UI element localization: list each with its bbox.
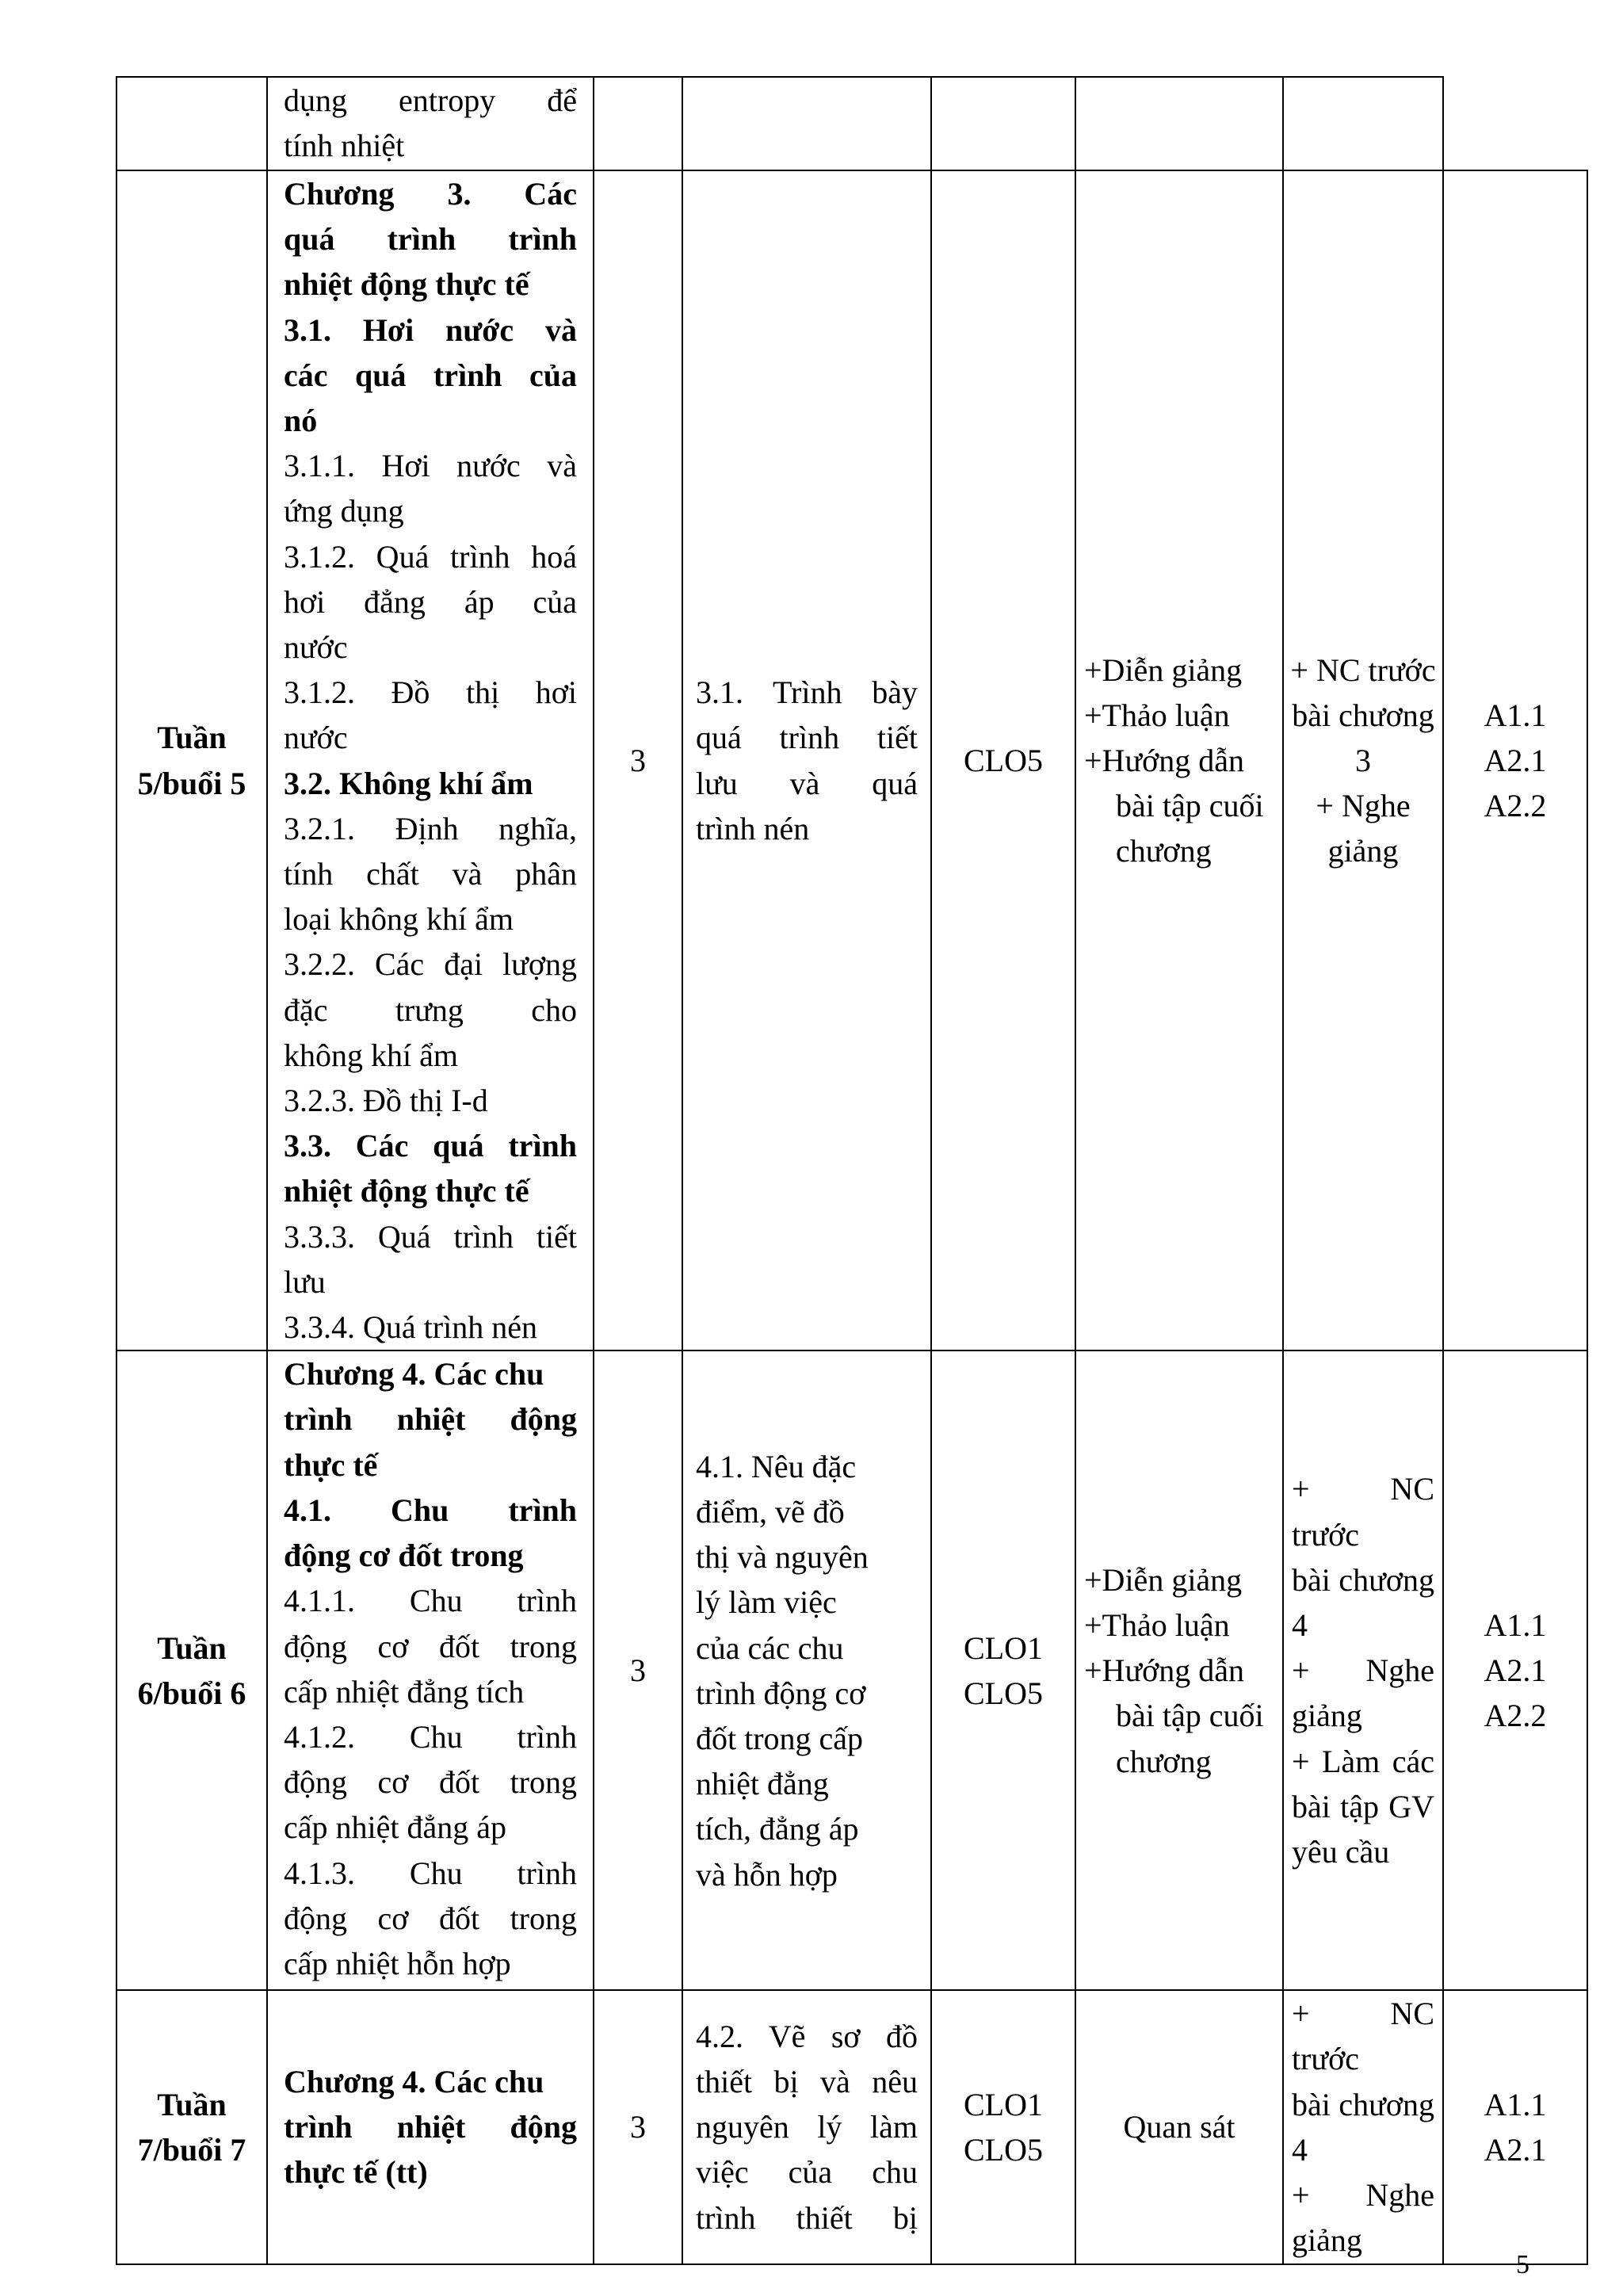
methods-cell — [1075, 1350, 1283, 1990]
week-label: Tuần — [157, 2086, 227, 2122]
preparation-item: bài chương — [1292, 697, 1434, 733]
content-line: loại không khí ẩm — [284, 901, 514, 938]
table-row — [116, 77, 1587, 170]
methods-cell — [1075, 170, 1283, 1350]
content-line: 3.1.2. Quá trình hoá — [284, 538, 577, 575]
objective-line: của các chu — [696, 1629, 844, 1666]
objective-line: điểm, vẽ đồ — [696, 1493, 845, 1530]
content-cell — [267, 77, 594, 170]
method-item: +Hướng dẫn — [1084, 743, 1245, 779]
preparation-item: giảng — [1292, 2222, 1362, 2259]
content-line: 3.1.1. Hơi nước và — [284, 448, 577, 484]
assessment-cell — [1443, 1350, 1587, 1990]
content-line: 3.2.1. Định nghĩa, — [284, 810, 577, 846]
preparation-cell — [1283, 1990, 1443, 2264]
chapter-heading: thực tế (tt) — [284, 2154, 428, 2191]
preparation-cell — [1283, 1350, 1443, 1990]
preparation-item: bài tập GV — [1292, 1788, 1434, 1824]
clo-cell — [931, 77, 1075, 170]
content-line: cấp nhiệt đẳng áp — [284, 1809, 506, 1846]
objectives-cell — [682, 1350, 931, 1990]
method-item: +Hướng dẫn — [1084, 1652, 1245, 1689]
chapter-heading: trình nhiệt động — [284, 2109, 577, 2145]
method-item: +Diễn giảng — [1084, 1561, 1243, 1598]
week-cell — [116, 170, 267, 1350]
method-item: +Thảo luận — [1084, 1606, 1230, 1643]
method-item: +Diễn giảng — [1084, 651, 1243, 688]
chapter-heading: thực tế — [284, 1446, 378, 1483]
assessment-cell — [1443, 170, 1587, 1350]
table-row — [116, 1990, 1587, 2264]
content-cell — [267, 1990, 594, 2264]
chapter-heading: Chương 4. Các chu — [284, 2064, 544, 2100]
table-row — [116, 1350, 1587, 1990]
content-line: 3.2.3. Đồ thị I-d — [284, 1083, 488, 1119]
chapter-heading: nhiệt động thực tế — [284, 266, 529, 303]
preparation-cell — [1283, 170, 1443, 1350]
content-line: 4.1.2. Chu trình — [284, 1718, 577, 1755]
content-line: nước — [284, 720, 348, 756]
objective-line: trình động cơ — [696, 1675, 866, 1711]
objective-line: việc của chu — [696, 2154, 918, 2191]
preparation-item: + Nghe — [1292, 2177, 1434, 2214]
preparation-item: + Nghe — [1316, 788, 1411, 824]
clo-code: CLO5 — [964, 1675, 1043, 1711]
hours-cell: 3 — [594, 1990, 682, 2264]
objective-line: lưu và quá — [696, 765, 918, 801]
content-line: cấp nhiệt hỗn hợp — [284, 1945, 511, 1981]
section-heading: 3.1. Hơi nước và — [284, 311, 577, 348]
objective-line: quá trình tiết — [696, 720, 918, 756]
clo-cell — [931, 1990, 1075, 2264]
content-line: 3.3.3. Quá trình tiết — [284, 1218, 577, 1255]
method-item: bài tập cuối — [1116, 788, 1264, 824]
content-cell — [267, 170, 594, 1350]
page-number: 5 — [1516, 2250, 1529, 2279]
objectives-cell — [682, 170, 931, 1350]
content-line: động cơ đốt trong — [284, 1628, 577, 1664]
content-line: 3.1.2. Đồ thị hơi — [284, 674, 577, 711]
section-heading: nó — [284, 403, 318, 439]
section-heading: các quá trình của — [284, 357, 577, 393]
hours-cell: 3 — [594, 1350, 682, 1990]
content-line: tính nhiệt — [284, 128, 405, 164]
objective-line: 4.2. Vẽ sơ đồ — [696, 2018, 918, 2054]
objective-line: và hỗn hợp — [696, 1856, 838, 1893]
content-cell — [267, 1350, 594, 1990]
content-line: 4.1.3. Chu trình — [284, 1855, 577, 1891]
content-line: dụng entropy để — [284, 82, 577, 118]
objective-line: nguyên lý làm — [696, 2109, 918, 2145]
clo-cell — [931, 170, 1075, 1350]
clo-code: CLO1 — [964, 2086, 1043, 2122]
assessment-code: A1.1 — [1484, 2086, 1547, 2122]
content-line: lưu — [284, 1263, 326, 1300]
chapter-heading: Chương 4. Các chu — [284, 1356, 544, 1392]
assessment-code: A2.1 — [1484, 1652, 1547, 1689]
hours-cell: 3 — [594, 170, 682, 1350]
clo-code: CLO5 — [964, 2131, 1043, 2168]
week-label: Tuần — [157, 1629, 227, 1666]
methods-cell — [1075, 77, 1283, 170]
chapter-heading: Chương 3. Các — [284, 176, 577, 212]
assessment-code: A2.1 — [1484, 743, 1547, 779]
assessment-code: A1.1 — [1484, 697, 1547, 733]
preparation-item: 3 — [1355, 743, 1371, 779]
method-item: chương — [1116, 1743, 1212, 1779]
preparation-item: bài chương — [1292, 2086, 1434, 2122]
week-label: Tuần — [157, 720, 227, 756]
section-heading: 3.3. Các quá trình — [284, 1128, 577, 1164]
method-item: Quan sát — [1123, 2109, 1235, 2145]
content-line: đặc trưng cho — [284, 991, 577, 1028]
methods-cell — [1075, 1990, 1283, 2264]
section-heading: 3.2. Không khí ẩm — [284, 765, 533, 801]
method-item: chương — [1116, 833, 1212, 869]
content-line: động cơ đốt trong — [284, 1900, 577, 1936]
week-session: 6/buổi 6 — [137, 1675, 246, 1711]
preparation-item: + Nghe — [1292, 1652, 1434, 1689]
preparation-item: yêu cầu — [1292, 1833, 1390, 1870]
preparation-item: + NC trước — [1290, 651, 1436, 688]
objective-line: đốt trong cấp — [696, 1720, 864, 1756]
content-line: động cơ đốt trong — [284, 1764, 577, 1801]
week-cell — [116, 1990, 267, 2264]
content-line: tính chất và phân — [284, 856, 577, 892]
table-row — [116, 170, 1587, 1350]
objective-line: trình thiết bị — [696, 2199, 918, 2236]
preparation-item: giảng — [1292, 1698, 1362, 1734]
content-line: ứng dụng — [284, 493, 404, 529]
content-line: nước — [284, 629, 348, 666]
objective-line: 4.1. Nêu đặc — [696, 1448, 857, 1484]
objective-line: lý làm việc — [696, 1584, 837, 1621]
assessment-code: A2.2 — [1484, 788, 1547, 824]
objective-line: tích, đẳng áp — [696, 1811, 859, 1847]
week-cell — [116, 1350, 267, 1990]
assessment-code: A2.2 — [1484, 1698, 1547, 1734]
syllabus-table — [116, 76, 1588, 2265]
preparation-item: 4 — [1292, 1606, 1308, 1643]
content-line: 4.1.1. Chu trình — [284, 1583, 577, 1619]
objectives-cell — [682, 77, 931, 170]
section-heading: động cơ đốt trong — [284, 1538, 524, 1574]
week-cell — [116, 77, 267, 170]
clo-code: CLO1 — [964, 1629, 1043, 1666]
chapter-heading: quá trình trình — [284, 221, 577, 258]
objective-line: nhiệt đẳng — [696, 1766, 829, 1802]
preparation-item: + NC trước — [1292, 1996, 1434, 2077]
content-line: 3.2.2. Các đại lượng — [284, 946, 577, 983]
assessment-code: A2.1 — [1484, 2131, 1547, 2168]
content-line: hơi đẳng áp của — [284, 583, 577, 620]
week-session: 5/buổi 5 — [137, 765, 246, 801]
objective-line: thiết bị và nêu — [696, 2064, 918, 2100]
preparation-item: 4 — [1292, 2131, 1308, 2168]
section-heading: 4.1. Chu trình — [284, 1492, 577, 1528]
preparation-item: + NC trước — [1292, 1471, 1434, 1553]
preparation-item: + Làm các — [1292, 1743, 1434, 1779]
content-line: cấp nhiệt đẳng tích — [284, 1673, 525, 1710]
objective-line: trình nén — [696, 810, 810, 846]
method-item: +Thảo luận — [1084, 697, 1230, 733]
assessment-cell — [1283, 77, 1443, 170]
assessment-cell — [1443, 1990, 1587, 2264]
objectives-cell — [682, 1990, 931, 2264]
objective-line: 3.1. Trình bày — [696, 674, 918, 711]
clo-code: CLO5 — [964, 743, 1043, 779]
objective-line: thị và nguyên — [696, 1539, 869, 1576]
method-item: bài tập cuối — [1116, 1698, 1264, 1734]
week-session: 7/buổi 7 — [137, 2131, 246, 2168]
chapter-heading: trình nhiệt động — [284, 1401, 577, 1438]
assessment-code: A1.1 — [1484, 1606, 1547, 1643]
content-line: 3.3.4. Quá trình nén — [284, 1309, 537, 1346]
content-line: không khí ẩm — [284, 1037, 458, 1073]
hours-cell — [594, 77, 682, 170]
section-heading: nhiệt động thực tế — [284, 1173, 529, 1209]
clo-cell — [931, 1350, 1075, 1990]
preparation-item: giảng — [1327, 833, 1399, 869]
preparation-item: bài chương — [1292, 1561, 1434, 1598]
